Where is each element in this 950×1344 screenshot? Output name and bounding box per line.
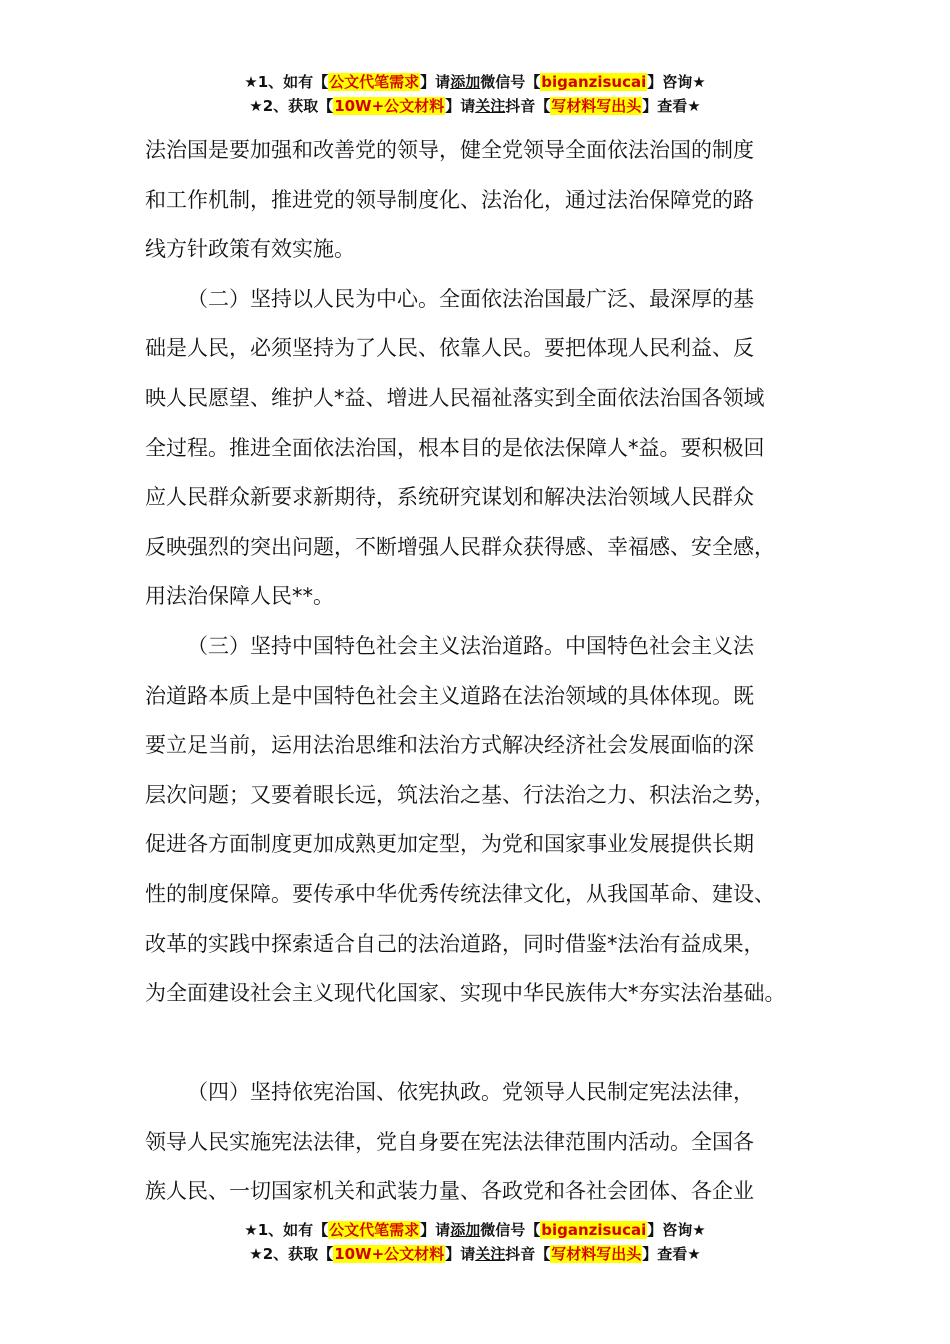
footer-banner: [0, 1218, 950, 1266]
highlight-wechat-id: biganzisucai: [541, 1221, 647, 1239]
highlight-materials: 10W+公文材料: [334, 97, 445, 115]
body-line: 法治国是要加强和改善党的领导，健全党领导全面依法治国的制度: [145, 138, 754, 162]
highlight-ghostwriting: 公文代笔需求: [329, 1221, 420, 1239]
body-line: 领导人民实施宪法法律，党自身要在宪法法律范围内活动。全国各: [145, 1129, 754, 1154]
section-heading-3: （三）坚持中国特色社会主义法治道路。中国特色社会主义法: [187, 633, 754, 658]
body-line: 促进各方面制度更加成熟更加定型，为党和国家事业发展提供长期: [145, 832, 754, 857]
highlight-douyin: 写材料写出头: [551, 1245, 642, 1263]
highlight-materials: 10W+公文材料: [334, 1245, 445, 1263]
body-line: 为全面建设社会主义现代化国家、实现中华民族伟大*夯实法治基础。: [145, 981, 786, 1006]
body-line: 和工作机制，推进党的领导制度化、法治化，通过法治保障党的路: [145, 187, 754, 212]
body-line: 反映强烈的突出问题，不断增强人民群众获得感、幸福感、安全感，: [145, 534, 775, 559]
body-line: 族人民、一切国家机关和武装力量、各政党和各社会团体、各企业: [145, 1179, 754, 1204]
body-line: 改革的实践中探索适合自己的法治道路，同时借鉴*法治有益成果，: [145, 931, 765, 956]
document-body: [145, 126, 815, 1217]
banner-line-2: ★2、获取【10W+公文材料】请关注抖音【写材料写出头】查看★: [249, 1245, 701, 1263]
body-line: 全过程。推进全面依法治国，根本目的是依法保障人*益。要积极回: [145, 435, 765, 460]
body-line: 映人民愿望、维护人*益、增进人民福祉落实到全面依法治国各领域: [145, 385, 765, 410]
section-heading-4: （四）坚持依宪治国、依宪执政。党领导人民制定宪法法律，: [187, 1080, 754, 1105]
body-line: 用法治保障人民**。: [145, 584, 334, 609]
body-line: 治道路本质上是中国特色社会主义道路在法治领域的具体体现。既: [145, 683, 754, 708]
body-line: 性的制度保障。要传承中华优秀传统法律文化，从我国革命、建设、: [145, 881, 775, 906]
highlight-douyin: 写材料写出头: [551, 97, 642, 115]
body-line: 应人民群众新要求新期待，系统研究谋划和解决法治领域人民群众: [145, 485, 754, 510]
header-banner: [0, 70, 950, 118]
banner-line-2: ★2、获取【10W+公文材料】请关注抖音【写材料写出头】查看★: [249, 97, 701, 115]
body-line: 层次问题；又要着眼长远，筑法治之基、行法治之力、积法治之势，: [145, 782, 775, 807]
body-line: 要立足当前，运用法治思维和法治方式解决经济社会发展面临的深: [145, 733, 754, 758]
highlight-wechat-id: biganzisucai: [541, 73, 647, 91]
highlight-ghostwriting: 公文代笔需求: [329, 73, 420, 91]
banner-line-1: ★1、如有【公文代笔需求】请添加微信号【biganzisucai】咨询★: [244, 73, 706, 91]
section-heading-2: （二）坚持以人民为中心。全面依法治国最广泛、最深厚的基: [187, 286, 754, 311]
banner-line-1: ★1、如有【公文代笔需求】请添加微信号【biganzisucai】咨询★: [244, 1221, 706, 1239]
body-line: 线方针政策有效实施。: [145, 237, 355, 262]
body-line: 础是人民，必须坚持为了人民、依靠人民。要把体现人民利益、反: [145, 336, 754, 361]
